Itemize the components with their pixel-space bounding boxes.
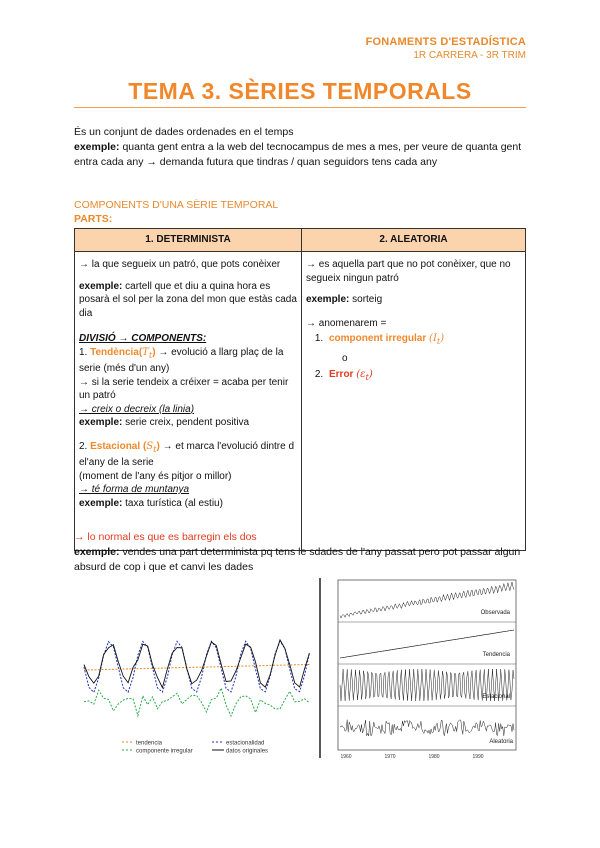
- seasonal-symbol: [146, 441, 156, 452]
- legend-irregular: componente irregular: [136, 748, 193, 755]
- x-tick-1960: 1960: [340, 754, 352, 760]
- aleatoria-example-text: sorteig: [352, 294, 383, 305]
- decomp-series: [340, 582, 514, 736]
- determinista-cell: [75, 252, 302, 551]
- components-chart-lines: [84, 640, 309, 716]
- title-divider: [74, 107, 526, 108]
- x-tick-1970: 1970: [384, 754, 396, 760]
- aleatoria-list-2: [326, 368, 521, 385]
- aleatoria-example-label: exemple:: [306, 294, 350, 305]
- irregular-symbol: $(I_t)$: [429, 333, 445, 346]
- x-tick-1980: 1980: [428, 754, 440, 760]
- seasonal-symbol-letter: S: [146, 440, 154, 452]
- determinista-example: [79, 280, 297, 321]
- panel-label-observed: Observada: [480, 610, 510, 616]
- components-table: [74, 228, 526, 551]
- aleatoria-desc: → es aquella part que no pot conèixer, que no segueix ningun patró: [306, 259, 511, 284]
- components-chart: [78, 622, 310, 760]
- intro-example: [74, 140, 526, 170]
- aleatoria-cell: [302, 252, 526, 551]
- trend-close: ): [152, 346, 156, 358]
- seasonal-name: Estacional: [90, 440, 141, 452]
- trend-number: 1.: [79, 346, 88, 358]
- section-title: COMPONENTS D'UNA SÈRIE TEMPORAL: [74, 199, 279, 211]
- seasonal-item: [79, 440, 297, 470]
- seasonal-desc: → et marca l'evolució dintre d el'any de la serie: [79, 440, 295, 468]
- legend-original: datos originales: [226, 748, 269, 755]
- error-symbol-sub: t: [365, 372, 369, 382]
- panel-label-random: Aleatoria: [489, 739, 513, 745]
- trend-symbol-letter: T: [142, 346, 149, 358]
- determinista-desc: → la que segueix un patró, que pots conèixer: [79, 259, 281, 270]
- trend-symbol-sub: t: [148, 349, 153, 360]
- mix-example: [74, 545, 526, 575]
- division-heading: DIVISIÓ → COMPONENTS:: [79, 333, 207, 344]
- error-symbol-letter: ε: [360, 369, 366, 380]
- seasonal-symbol-sub: t: [153, 443, 157, 454]
- after-table-text: [74, 530, 526, 575]
- trend-item: [79, 346, 297, 376]
- mix-note: → lo normal es que es barregin els dos: [74, 531, 257, 543]
- error-symbol: $(\varepsilon_t)$: [356, 369, 373, 382]
- error-item: [326, 368, 521, 385]
- trend-example: [79, 416, 297, 430]
- determinista-example-label: exemple:: [79, 280, 123, 292]
- intro-paragraph: [74, 125, 526, 170]
- panel-label-seasonal: Estacional: [482, 694, 510, 700]
- trend-example-label: exemple:: [79, 417, 123, 428]
- irregular-name: component irregular: [329, 333, 427, 344]
- intro-example-text: quanta gent entra a la web del tecnocampus de mes a mes, per veure de quanta gent entra cada any → demanda futura que tindras / quan seguidors tens cada any: [74, 141, 522, 168]
- seasonal-close: ): [156, 440, 160, 452]
- random-component-series: [340, 720, 514, 736]
- trend-name: Tendència(: [90, 346, 143, 358]
- irregular-symbol-sub: t: [436, 336, 441, 346]
- trend-symbol: [142, 347, 152, 358]
- panel-label-trend: Tendencia: [482, 652, 510, 658]
- components-legend: [122, 741, 268, 755]
- seasonal-example-text: taxa turística (al estiu): [125, 497, 223, 509]
- trend-line2: → si la serie tendeix a créixer = acaba per tenir un patró: [79, 376, 289, 401]
- mix-example-label: exemple:: [74, 546, 120, 558]
- aleatoria-list: [326, 332, 521, 349]
- aleatoria-named: → anomenarem =: [306, 317, 387, 329]
- seasonal-line2: (moment de l'any és pitjor o millor): [79, 470, 232, 482]
- page-title: TEMA 3. SÈRIES TEMPORALS: [128, 78, 472, 104]
- section-parts: PARTS:: [74, 213, 113, 225]
- irregular-item: [326, 332, 521, 349]
- x-tick-1990: 1990: [472, 754, 484, 760]
- trend-desc: → evolució a llarg plaç de la serie (més d'un any): [79, 346, 284, 374]
- mix-example-text: vendes una part determinista pq tens le sdades de l'any passat pero pot passar algun absurd de cop i que et canvi les dades: [74, 546, 521, 573]
- irregular-symbol-letter: I: [432, 333, 437, 344]
- seasonal-line3: → té forma de muntanya: [79, 484, 190, 495]
- or-label: o: [342, 352, 348, 364]
- decomposition-chart: [316, 578, 520, 764]
- seasonal-example: [79, 497, 297, 511]
- col-header-aleatoria: 2. ALEATORIA: [302, 229, 526, 252]
- aleatoria-example: [306, 293, 521, 307]
- legend-trend: tendencia: [136, 740, 163, 747]
- course-header: [366, 36, 526, 61]
- error-name: Error: [329, 369, 354, 380]
- determinista-example-text: cartell que et diu a quina hora es posarà el sol per la zona del mon que estàs cada dia: [79, 280, 297, 319]
- intro-definition: És un conjunt de dades ordenades en el temps: [74, 126, 294, 138]
- seasonal-example-label: exemple:: [79, 497, 123, 509]
- course-name: FONAMENTS D'ESTADÍSTICA: [365, 36, 526, 48]
- col-header-determinista: 1. DETERMINISTA: [75, 229, 302, 252]
- course-term: 1R CARRERA - 3R TRIM: [413, 50, 526, 61]
- section-heading: [74, 198, 278, 226]
- trend-line3: → creix o decreix (la linia): [79, 403, 195, 415]
- legend-seasonal: estacionalidad: [226, 740, 265, 747]
- trend-example-text: serie creix, pendent positiva: [125, 417, 250, 428]
- intro-example-label: exemple:: [74, 141, 120, 153]
- seasonal-number: 2.: [79, 440, 88, 452]
- seasonal-open: (: [142, 440, 147, 452]
